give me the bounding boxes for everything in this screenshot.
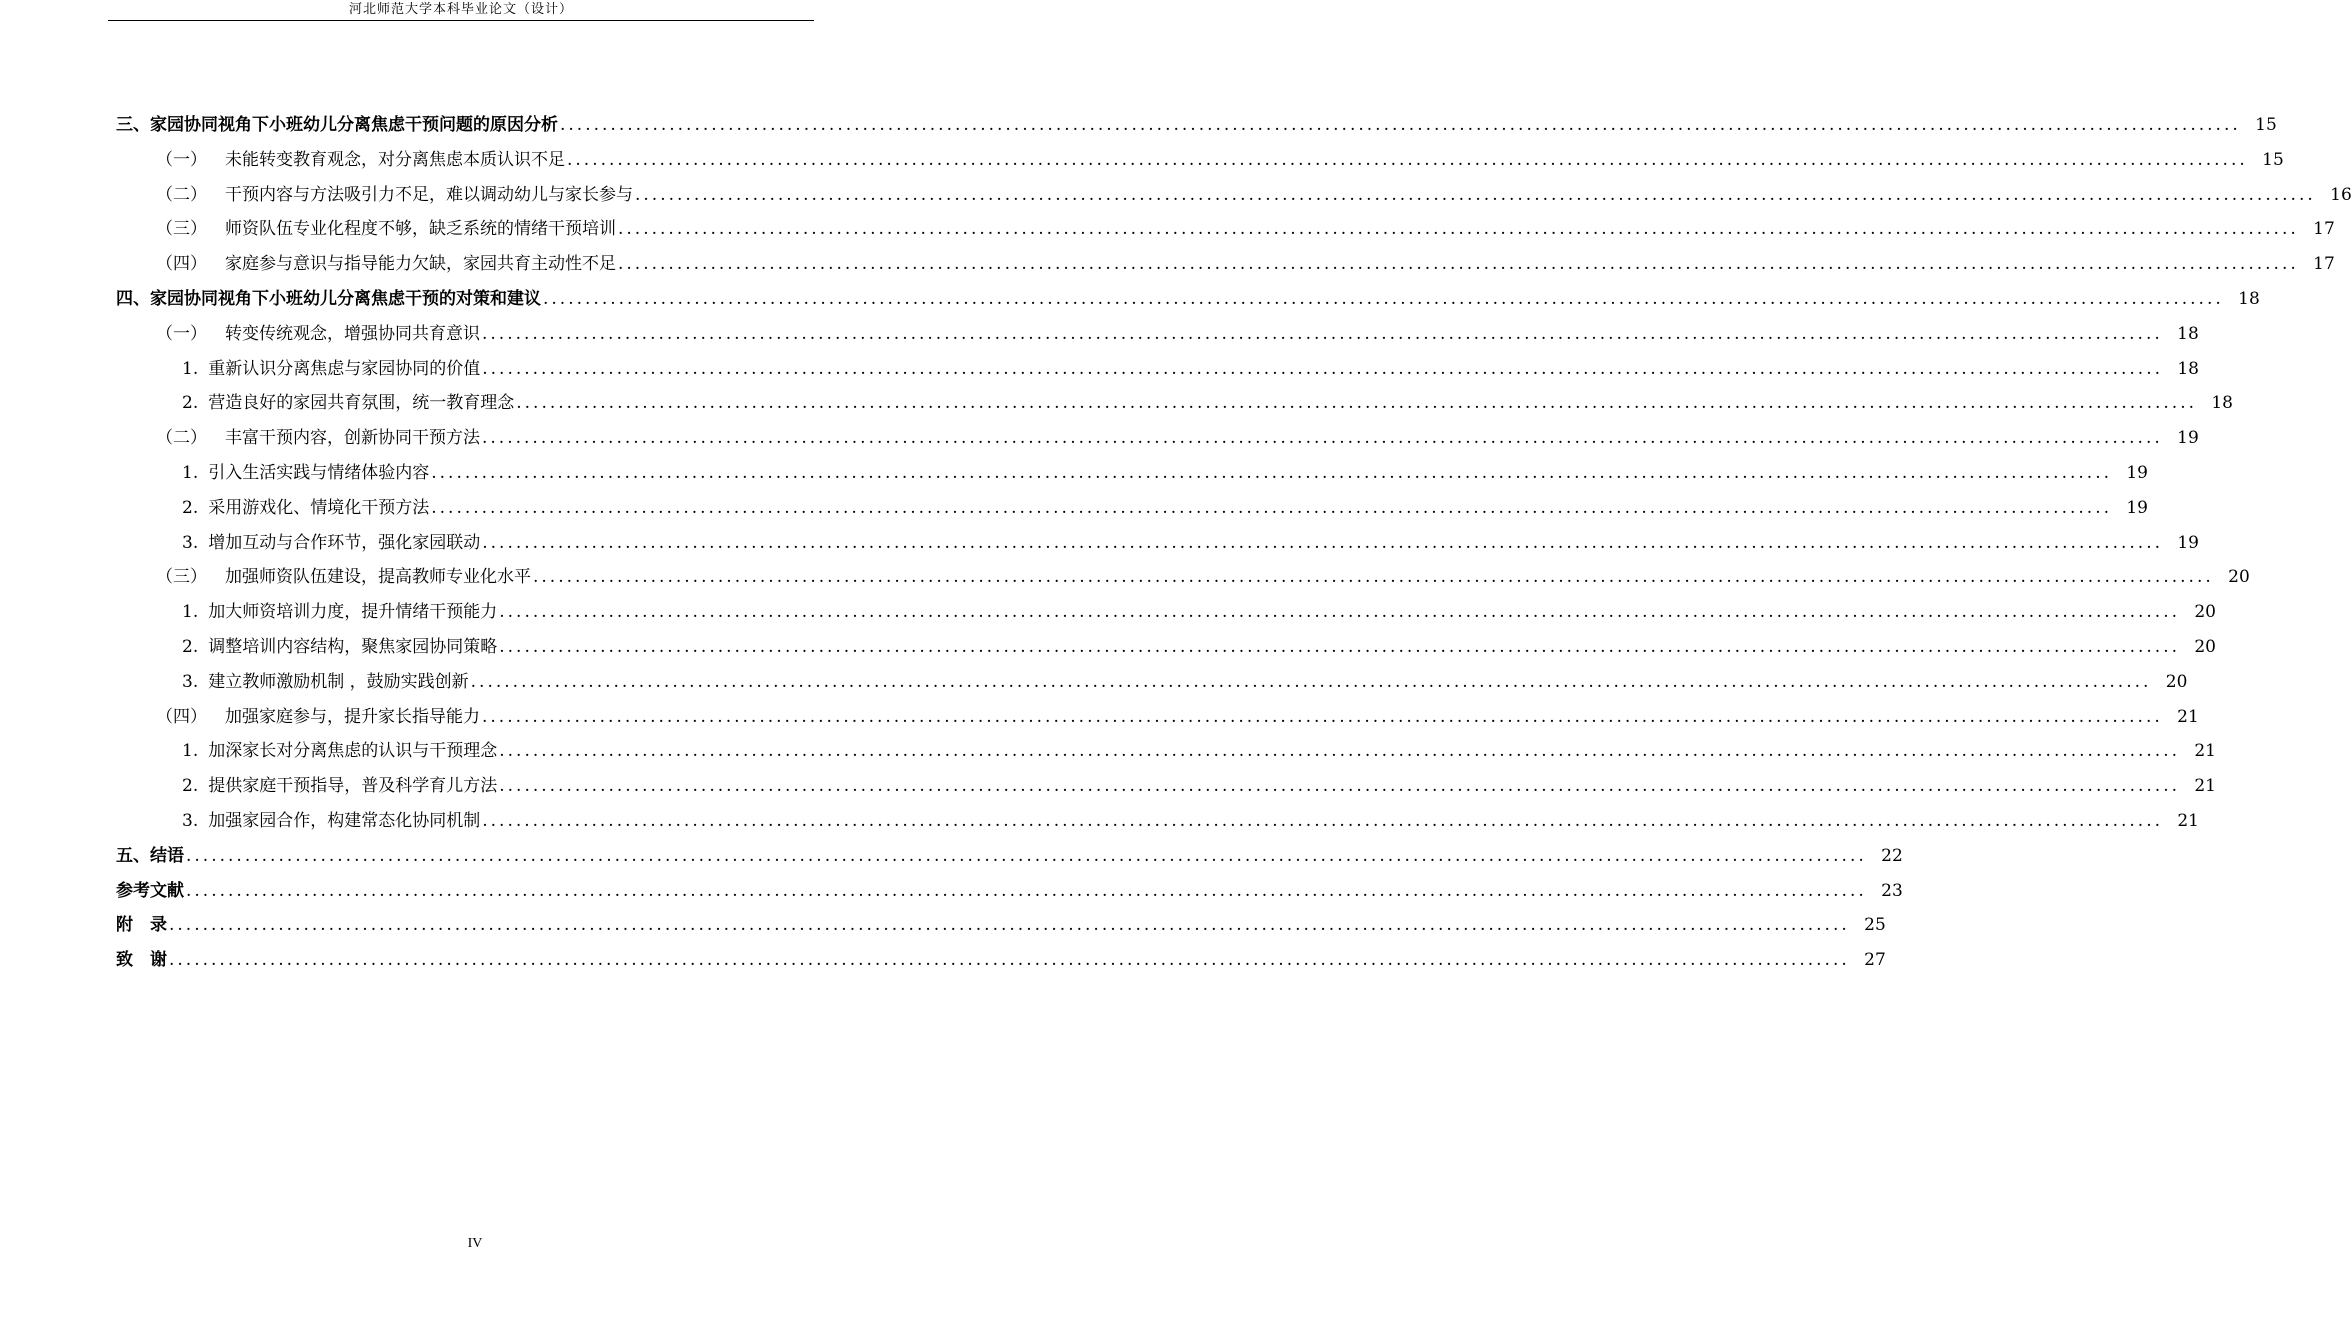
toc-entry-number: （一） [156, 323, 207, 344]
toc-entry-text: 致 谢 [116, 950, 167, 971]
toc-entry[interactable] [116, 837, 1903, 867]
toc-entry-title [156, 566, 531, 588]
toc-dot-leader: ........................................................................................................................................................................................................ [499, 776, 2180, 797]
toc-entry-title [116, 288, 541, 310]
toc-entry-title [182, 497, 429, 519]
toc-dot-leader: ........................................................................................................................................................................................................ [567, 149, 2248, 170]
toc-entry[interactable] [156, 245, 2335, 275]
toc-page-number: 17 [2313, 219, 2335, 240]
toc-page-number: 20 [2194, 602, 2216, 623]
toc-dot-leader: ........................................................................................................................................................................................................ [482, 532, 2163, 553]
toc-entry[interactable] [182, 489, 2148, 519]
toc-entry-title [182, 532, 480, 554]
toc-entry-text: 五、结语 [116, 845, 184, 866]
toc-entry-title [156, 427, 480, 449]
toc-entry[interactable] [116, 872, 1903, 902]
toc-entry-text: 师资队伍专业化程度不够，缺乏系统的情绪干预培训 [225, 219, 616, 240]
toc-entry[interactable] [156, 210, 2335, 240]
toc-page-number: 21 [2177, 811, 2199, 831]
toc-page-number: 21 [2194, 776, 2216, 797]
toc-entry-title [116, 880, 184, 902]
toc-page-number: 17 [2313, 254, 2335, 275]
toc-entry-text: 加深家长对分离焦虑的认识与干预理念 [208, 741, 498, 762]
toc-dot-leader: ........................................................................................................................................................................................................ [533, 567, 2214, 588]
toc-dot-leader: ........................................................................................................................................................................................................ [482, 323, 2163, 344]
toc-entry-title [156, 253, 616, 275]
toc-entry-number: 2. [182, 497, 199, 518]
toc-page-number: 18 [2211, 393, 2233, 414]
toc-dot-leader: ........................................................................................................................................................................................................ [482, 706, 2163, 727]
toc-page-number: 18 [2238, 289, 2260, 309]
toc-entry[interactable] [156, 558, 2250, 588]
toc-entry-title [116, 949, 167, 971]
toc-entry[interactable] [156, 141, 2284, 171]
toc-entry-title [182, 740, 497, 762]
toc-entry[interactable] [116, 941, 1886, 971]
toc-entry[interactable] [182, 663, 2188, 693]
toc-entry-title [182, 636, 497, 658]
toc-entry-text: 营造良好的家园共育氛围，统一教育理念 [208, 393, 515, 414]
toc-entry-number: 2. [182, 393, 199, 414]
toc-entry-title [116, 845, 184, 867]
toc-page-number: 19 [2126, 463, 2148, 483]
toc-entry-text: 引入生活实践与情绪体验内容 [208, 463, 430, 483]
toc-entry[interactable] [182, 384, 2233, 414]
toc-page-number: 15 [2255, 115, 2277, 135]
toc-entry-text: 转变传统观念，增强协同共育意识 [225, 323, 480, 344]
toc-dot-leader: ........................................................................................................................................................................................................ [499, 637, 2180, 657]
toc-entry-number: 1. [182, 602, 199, 623]
toc-entry[interactable] [156, 176, 2352, 206]
toc-dot-leader: ........................................................................................................................................................................................................ [482, 428, 2163, 449]
toc-page-number: 19 [2126, 497, 2148, 518]
toc-entry-number: 3. [182, 532, 199, 553]
toc-entry-text: 提供家庭干预指导，普及科学育儿方法 [208, 776, 498, 797]
toc-entry-title [182, 358, 480, 380]
toc-entry-title [156, 323, 480, 345]
header-title: 河北师范大学本科毕业论文（设计） [348, 2, 573, 17]
toc-entry-number: 1. [182, 463, 199, 483]
toc-entry[interactable] [156, 419, 2199, 449]
toc-entry-number: （四） [156, 706, 207, 727]
toc-page-number: 19 [2177, 532, 2199, 553]
toc-dot-leader: ........................................................................................................................................................................................................ [482, 358, 2163, 379]
toc-dot-leader: ........................................................................................................................................................................................................ [499, 602, 2180, 623]
toc-page-number: 21 [2177, 706, 2199, 727]
toc-entry-title [116, 914, 167, 936]
toc-dot-leader: ........................................................................................................................................................................................................ [635, 184, 2316, 205]
toc-page-number: 18 [2177, 358, 2199, 379]
toc-entry-number: （二） [156, 184, 207, 205]
toc-entry-title [156, 218, 616, 240]
toc-entry-text: 加强师资队伍建设，提高教师专业化水平 [225, 567, 531, 588]
toc-page-number: 23 [1881, 880, 1903, 901]
toc-entry-text: 建立教师激励机制 ，鼓励实践创新 [208, 671, 469, 692]
toc-entry-text: 加强家园合作，构建常态化协同机制 [208, 811, 481, 831]
toc-entry[interactable] [156, 698, 2199, 728]
toc-page-number: 27 [1864, 950, 1886, 971]
toc-page-number: 21 [2194, 741, 2216, 762]
toc-dot-leader: ........................................................................................................................................................................................................ [516, 393, 2197, 414]
toc-entry[interactable] [156, 315, 2199, 345]
toc-entry[interactable] [182, 524, 2199, 554]
toc-entry-title [182, 810, 480, 832]
page-number: IV [467, 1236, 483, 1251]
toc-dot-leader: ........................................................................................................................................................................................................ [169, 915, 1850, 936]
toc-entry-text: 附 录 [116, 915, 167, 936]
toc-entry-title [182, 462, 429, 484]
toc-dot-leader: ........................................................................................................................................................................................................ [186, 845, 1867, 866]
toc-entry-title [182, 392, 514, 414]
toc-entry-text: 加大师资培训力度，提升情绪干预能力 [208, 602, 498, 623]
toc-page-number: 20 [2165, 671, 2188, 692]
toc-entry[interactable] [182, 767, 2216, 797]
toc-page-number: 15 [2262, 149, 2284, 170]
toc-entry[interactable] [116, 106, 2277, 136]
toc-entry-text: 增加互动与合作环节，强化家园联动 [208, 532, 481, 553]
toc-entry-title [156, 184, 633, 206]
toc-dot-leader: ........................................................................................................................................................................................................ [169, 950, 1850, 971]
toc-entry[interactable] [182, 350, 2199, 380]
toc-entry-number: （二） [156, 428, 207, 449]
toc-entry-text: 四、家园协同视角下小班幼儿分离焦虑干预的对策和建议 [116, 289, 541, 309]
toc-entry-title [182, 775, 497, 797]
toc-dot-leader: ........................................................................................................................................................................................................ [543, 289, 2224, 309]
toc-dot-leader: ........................................................................................................................................................................................................ [499, 741, 2180, 762]
toc-dot-leader: ........................................................................................................................................................................................................ [482, 811, 2163, 831]
toc-entry-text: 参考文献 [116, 880, 184, 901]
toc-dot-leader: ........................................................................................................................................................................................................ [618, 219, 2299, 240]
running-header [108, 0, 814, 21]
toc-entry-text: 未能转变教育观念，对分离焦虑本质认识不足 [225, 149, 565, 170]
toc-entry-text: 采用游戏化、情境化干预方法 [208, 497, 430, 518]
toc-page-number: 16 [2330, 184, 2352, 205]
toc-entry-text: 丰富干预内容，创新协同干预方法 [225, 428, 480, 449]
toc-entry-title [182, 671, 469, 693]
toc-entry-title [156, 149, 565, 171]
toc-entry-text: 加强家庭参与，提升家长指导能力 [225, 706, 480, 727]
toc-entry-title [182, 601, 497, 623]
toc-dot-leader: ........................................................................................................................................................................................................ [470, 671, 2152, 692]
toc-dot-leader: ........................................................................................................................................................................................................ [618, 254, 2299, 275]
toc-dot-leader: ........................................................................................................................................................................................................ [431, 463, 2112, 483]
toc-entry-number: 1. [182, 358, 199, 379]
toc-page-number: 20 [2194, 637, 2216, 657]
toc-entry-title [116, 114, 558, 136]
toc-entry-number: 2. [182, 637, 199, 657]
toc-entry-number: （四） [156, 254, 207, 275]
toc-entry-text: 三、家园协同视角下小班幼儿分离焦虑干预问题的原因分析 [116, 115, 558, 135]
page-footer [0, 1236, 950, 1252]
toc-entry[interactable] [182, 732, 2216, 762]
toc-entry[interactable] [182, 454, 2148, 484]
toc-entry-number: （三） [156, 219, 207, 240]
toc-dot-leader: ........................................................................................................................................................................................................ [431, 497, 2112, 518]
toc-dot-leader: ........................................................................................................................................................................................................ [186, 880, 1867, 901]
toc-page-number: 19 [2177, 428, 2199, 449]
toc-page-number: 25 [1864, 915, 1886, 936]
toc-entry-text: 重新认识分离焦虑与家园协同的价值 [208, 358, 481, 379]
toc-entry-number: 3. [182, 811, 199, 831]
toc-entry-number: 2. [182, 776, 199, 797]
toc-entry-number: （一） [156, 149, 207, 170]
toc-entry-text: 家庭参与意识与指导能力欠缺，家园共育主动性不足 [225, 254, 616, 275]
toc-entry-text: 干预内容与方法吸引力不足，难以调动幼儿与家长参与 [225, 184, 633, 205]
toc-entry[interactable] [116, 280, 2260, 310]
toc-entry-title [156, 706, 480, 728]
toc-entry[interactable] [116, 906, 1886, 936]
toc-entry-number: （三） [156, 567, 207, 588]
toc-page-number: 22 [1881, 845, 1903, 866]
toc-entry[interactable] [182, 802, 2199, 832]
toc-entry-text: 调整培训内容结构，聚焦家园协同策略 [208, 637, 498, 657]
toc-page-number: 20 [2228, 567, 2250, 588]
toc-entry-number: 3. [182, 671, 199, 692]
toc-entry[interactable] [182, 593, 2216, 623]
toc-page-number: 18 [2177, 323, 2199, 344]
toc-entry[interactable] [182, 628, 2216, 658]
toc-entry-number: 1. [182, 741, 199, 762]
toc-dot-leader: ........................................................................................................................................................................................................ [560, 115, 2241, 135]
